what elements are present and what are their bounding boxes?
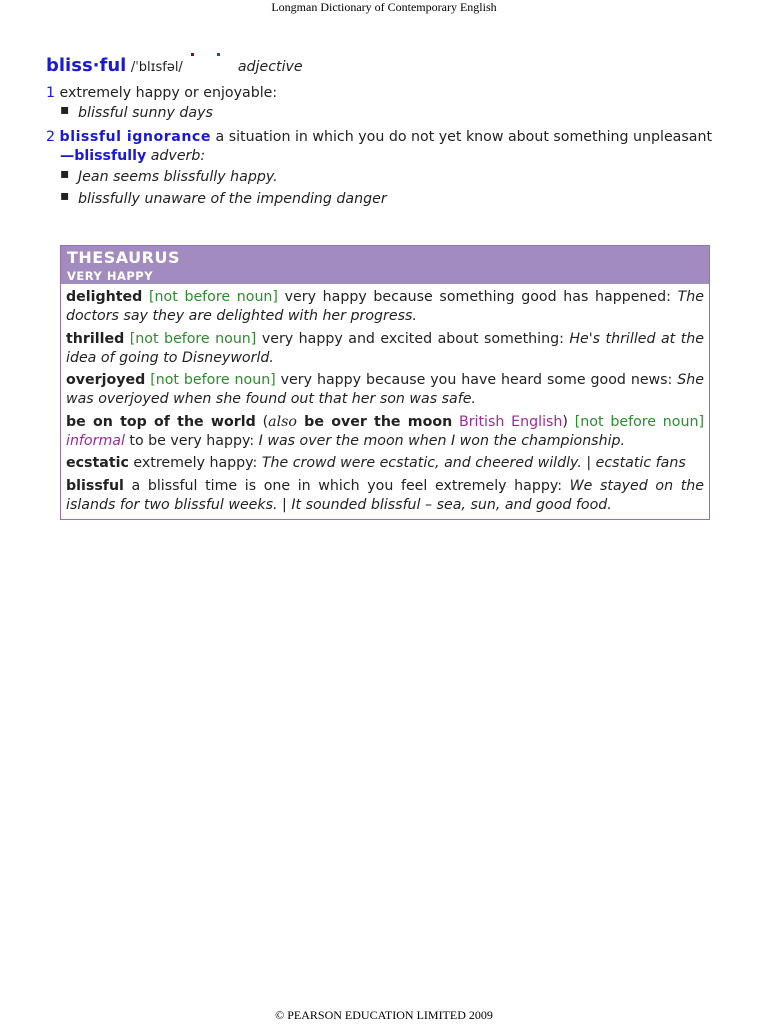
example-text: blissful sunny days <box>78 105 213 121</box>
sense-definition: a situation in which you do not yet know about something unpleasant <box>215 128 713 145</box>
thesaurus-word: blissful <box>66 477 124 494</box>
thesaurus-item <box>66 371 704 410</box>
thesaurus-item <box>66 454 704 473</box>
bullet-icon: ▪ <box>60 188 70 204</box>
thesaurus-word: be on top of the world <box>66 413 256 430</box>
thesaurus-definition: extremely happy: <box>128 455 262 472</box>
american-audio-icon[interactable] <box>217 53 220 56</box>
derivative <box>60 147 722 167</box>
thesaurus-definition: very happy and excited about something: <box>256 330 570 347</box>
sense-definition: extremely happy or enjoyable: <box>59 84 278 101</box>
example-text: blissfully unaware of the impending danger <box>78 191 387 207</box>
thesaurus-definition: very happy because something good has happened: <box>277 289 678 305</box>
thesaurus-example: The crowd were ecstatic, and cheered wildly. | ecstatic fans <box>261 455 686 472</box>
thesaurus-subtitle: VERY HAPPY <box>67 269 154 283</box>
also-label: also <box>268 413 297 430</box>
example <box>60 165 722 188</box>
part-of-speech: adjective <box>237 59 303 75</box>
sense-number: 1 <box>46 84 56 101</box>
thesaurus-item <box>66 330 704 369</box>
phrase: blissful ignorance <box>59 128 211 145</box>
example-text: Jean seems blissfully happy. <box>78 168 278 185</box>
thesaurus-example: We stayed on the islands for two blissful weeks. | It sounded blissful – sea, sun, and good food. <box>66 477 704 513</box>
thesaurus-example: She was overjoyed when she found out that her son was safe. <box>66 372 705 408</box>
thesaurus-title: THESAURUS <box>67 248 180 267</box>
pronunciation-audio-icons[interactable] <box>187 59 233 71</box>
thesaurus-header <box>61 246 709 284</box>
british-audio-icon[interactable] <box>191 53 194 56</box>
thesaurus-word: delighted <box>66 289 143 305</box>
example <box>60 190 722 210</box>
grammar-label: [not before noun] <box>129 330 257 347</box>
grammar-label: [not before noun] <box>574 413 704 430</box>
region-label: British English <box>458 413 563 430</box>
thesaurus-definition: to be very happy: <box>124 433 259 450</box>
register-label: informal <box>66 433 125 450</box>
sense-number: 2 <box>46 128 56 145</box>
thesaurus-definition: very happy because you have heard some good news: <box>275 372 678 389</box>
thesaurus-item <box>66 477 704 516</box>
thesaurus-word: thrilled <box>66 330 125 347</box>
thesaurus-box <box>60 245 710 520</box>
grammar-label: [not before noun] <box>150 372 276 389</box>
thesaurus-word: ecstatic <box>66 455 129 472</box>
headword: bliss·ful <box>46 55 127 76</box>
headword-line <box>46 56 722 78</box>
paren: ) <box>562 413 575 430</box>
thesaurus-body <box>61 284 709 519</box>
thesaurus-example: He's thrilled at the idea of going to Disneyworld. <box>66 330 705 366</box>
dictionary-entry <box>46 56 722 213</box>
bullet-icon: ▪ <box>60 165 70 182</box>
derivative-pos: adverb: <box>150 148 206 164</box>
page-footer: © PEARSON EDUCATION LIMITED 2009 <box>275 1008 493 1022</box>
grammar-label: [not before noun] <box>149 289 278 305</box>
thesaurus-example: The doctors say they are delighted with her progress. <box>66 289 704 325</box>
sense-2 <box>46 128 722 148</box>
thesaurus-word: overjoyed <box>66 372 146 389</box>
thesaurus-item <box>66 288 704 327</box>
example <box>60 104 722 124</box>
thesaurus-definition: a blissful time is one in which you feel extremely happy: <box>123 477 570 494</box>
thesaurus-example: I was over the moon when I won the championship. <box>258 433 626 450</box>
paren: ( <box>255 413 269 430</box>
derivative-word: —blissfully <box>60 148 147 164</box>
sense-1 <box>46 84 722 104</box>
thesaurus-item <box>66 413 704 452</box>
thesaurus-alt-word: be over the moon <box>296 413 453 430</box>
pronunciation: /ˈblɪsfəl/ <box>130 60 183 75</box>
page-header: Longman Dictionary of Contemporary English <box>271 0 497 14</box>
bullet-icon: ▪ <box>60 102 70 118</box>
